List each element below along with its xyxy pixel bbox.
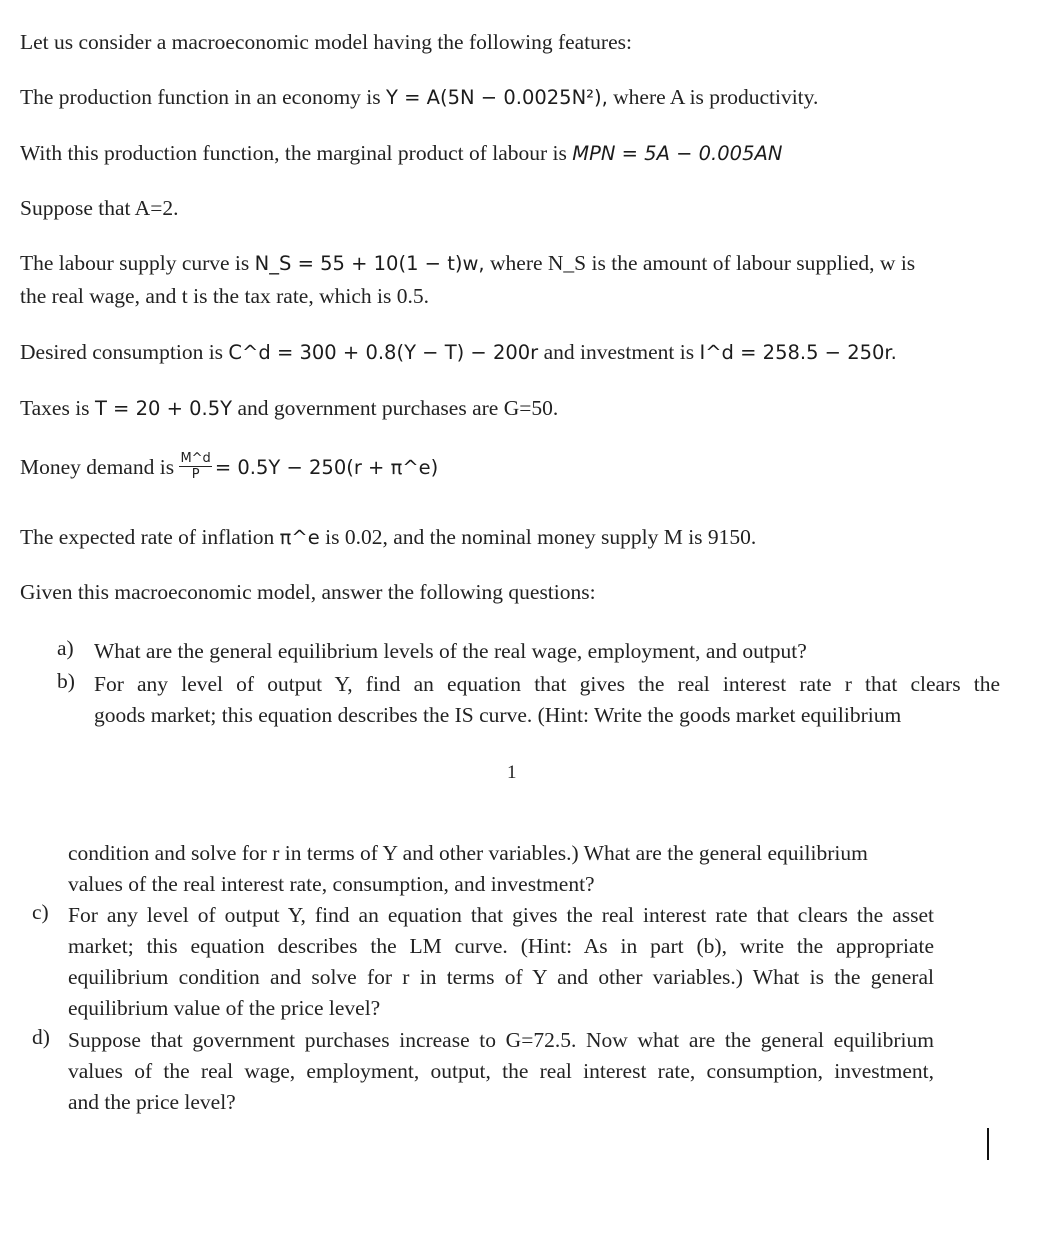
consumption-mid: and investment is xyxy=(538,340,700,364)
production-function-line xyxy=(20,85,818,111)
money-demand-line xyxy=(20,451,439,485)
question-c-line3: equilibrium condition and solve for r in terms of Y and other variables.) What is the general xyxy=(68,965,934,989)
inflation-line xyxy=(20,525,756,551)
question-b-line3: condition and solve for r in terms of Y and other variables.) What are the general equilibrium xyxy=(68,841,868,865)
labour-post: where N_S is the amount of labour supplied, w is xyxy=(484,251,916,275)
suppose-line: Suppose that A=2. xyxy=(20,196,179,220)
question-d-line3: and the price level? xyxy=(68,1090,236,1114)
question-b xyxy=(57,669,1007,733)
inflation-post: is 0.02, and the nominal money supply M is 9150. xyxy=(319,525,757,549)
text-cursor xyxy=(987,1128,989,1160)
question-a xyxy=(57,636,1007,668)
mpn-pre: With this production function, the marginal product of labour is xyxy=(20,141,573,165)
given-line: Given this macroeconomic model, answer the following questions: xyxy=(20,580,596,604)
labour-pre: The labour supply curve is xyxy=(20,251,255,275)
mpn-line xyxy=(20,141,782,167)
question-b-line1: For any level of output Y, find an equation that gives the real interest rate r that clears the xyxy=(94,672,1000,696)
money-pre: Money demand is xyxy=(20,455,180,480)
taxes-equation: T = 20 + 0.5Y xyxy=(94,397,233,420)
question-b-label: b) xyxy=(57,669,75,693)
question-d xyxy=(32,1025,952,1120)
consumption-equation: C^d = 300 + 0.8(Y − T) − 200r xyxy=(228,341,539,364)
labour-equation: N_S = 55 + 10(1 − t)w, xyxy=(254,252,485,275)
inflation-symbol: π^e xyxy=(279,526,320,549)
question-d-line2: values of the real wage, employment, output, the real interest rate, consumption, investment, xyxy=(68,1059,934,1083)
question-d-line1: Suppose that government purchases increase to G=72.5. Now what are the general equilibrium xyxy=(68,1028,934,1052)
question-c-line1: For any level of output Y, find an equation that gives the real interest rate that clears the asset xyxy=(68,903,934,927)
question-d-label: d) xyxy=(32,1025,50,1049)
question-b-line2: goods market; this equation describes the IS curve. (Hint: Write the goods market equilibrium xyxy=(94,703,902,727)
labour-supply-line2: the real wage, and t is the tax rate, which is 0.5. xyxy=(20,284,429,308)
taxes-post: and government purchases are G=50. xyxy=(232,396,559,420)
question-c-line4: equilibrium value of the price level? xyxy=(68,996,381,1020)
money-fraction-denominator: P xyxy=(191,467,200,483)
money-equation: = 0.5Y − 250(r + π^e) xyxy=(214,456,439,480)
money-fraction-numerator: M^d xyxy=(180,451,211,466)
consumption-investment-line xyxy=(20,340,897,366)
production-post: where A is productivity. xyxy=(607,85,819,109)
money-fraction xyxy=(179,452,211,483)
question-c-label: c) xyxy=(32,900,49,924)
labour-supply-line xyxy=(20,251,1000,277)
production-pre: The production function in an economy is xyxy=(20,85,387,109)
taxes-line xyxy=(20,396,558,422)
intro-text: Let us consider a macroeconomic model having the following features: xyxy=(20,30,632,54)
consumption-pre: Desired consumption is xyxy=(20,340,229,364)
question-a-text: What are the general equilibrium levels of the real wage, employment, and output? xyxy=(94,639,807,663)
taxes-pre: Taxes is xyxy=(20,396,95,420)
question-c xyxy=(32,900,952,1025)
question-b-line4: values of the real interest rate, consumption, and investment? xyxy=(68,872,595,896)
mpn-equation: MPN = 5A − 0.005AN xyxy=(572,142,783,165)
inflation-pre: The expected rate of inflation xyxy=(20,525,280,549)
question-a-label: a) xyxy=(57,636,74,660)
question-c-line2: market; this equation describes the LM curve. (Hint: As in part (b), write the appropriate xyxy=(68,934,934,958)
page-number: 1 xyxy=(507,762,517,783)
question-b-continued xyxy=(68,838,948,902)
investment-equation: I^d = 258.5 − 250r. xyxy=(699,341,897,364)
production-equation: Y = A(5N − 0.0025N²), xyxy=(386,86,608,109)
